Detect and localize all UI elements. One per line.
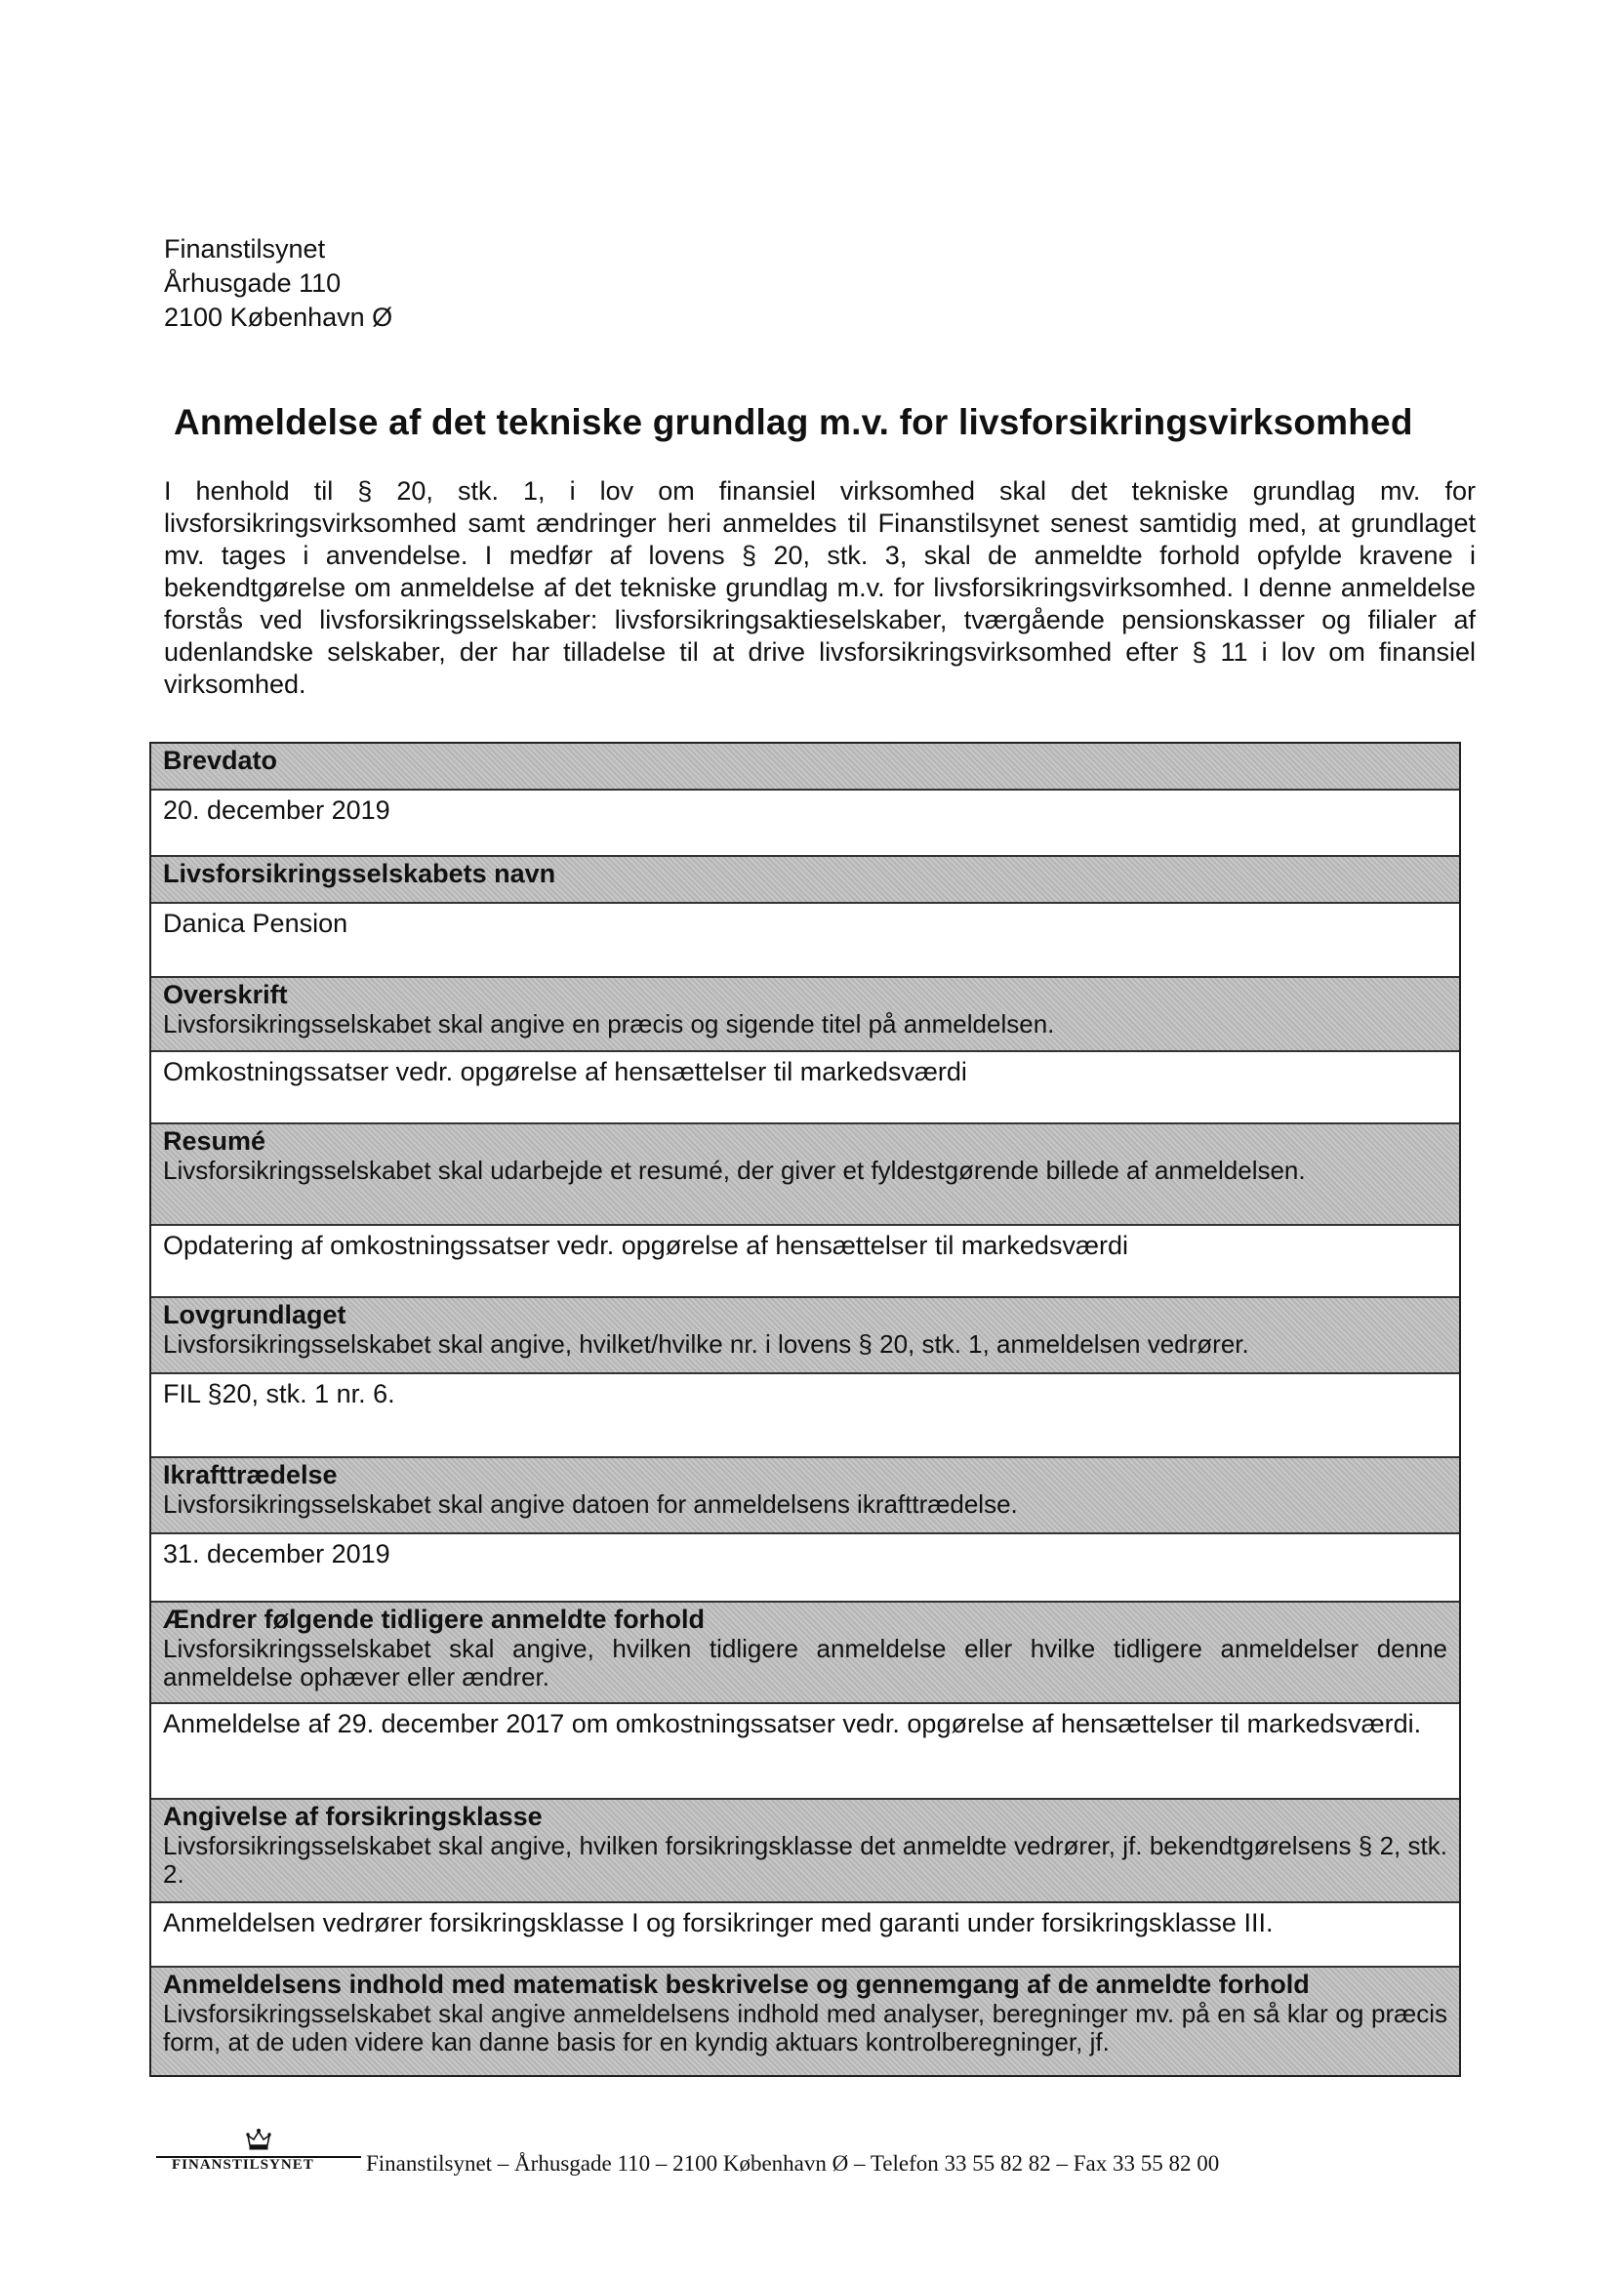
ikrafttraedelse-description: Livsforsikringsselskabet skal angive datoen for anmeldelsens ikrafttrædelse. (163, 1489, 1018, 1519)
overskrift-header (151, 976, 1459, 1052)
footer-contact: Finanstilsynet – Århusgade 110 – 2100 København Ø – Telefon 33 55 82 82 – Fax 33 55 82 00 (366, 2151, 1220, 2176)
forsikringsklasse-title: Angivelse af forsikringsklasse (163, 1802, 543, 1831)
address-line-3: 2100 København Ø (164, 303, 393, 332)
lovgrundlaget-title: Lovgrundlaget (163, 1300, 346, 1329)
recipient-address (164, 232, 392, 335)
address-line-2: Århusgade 110 (164, 268, 342, 298)
brevdato-header (151, 744, 1459, 791)
overskrift-value: Omkostningssatser vedr. opgørelse af hensættelser til markedsværdi (163, 1057, 967, 1086)
aendrer-description: Livsforsikringsselskabet skal angive, hvilken tidligere anmeldelse eller hvilke tidligere anmeldelser denne anmeldelse ophæver eller ændrer. (163, 1634, 1447, 1691)
navn-value: Danica Pension (163, 909, 348, 938)
forsikringsklasse-header (151, 1798, 1459, 1903)
address-line-1: Finanstilsynet (164, 234, 326, 264)
resume-header (151, 1122, 1459, 1226)
crown-logo-icon (156, 2124, 361, 2182)
lovgrundlaget-description: Livsforsikringsselskabet skal angive, hvilket/hvilke nr. i lovens § 20, stk. 1, anmeldelsen vedrører. (163, 1329, 1249, 1359)
resume-value: Opdatering af omkostningssatser vedr. opgørelse af hensættelser til markedsværdi (163, 1231, 1128, 1260)
aendrer-header (151, 1601, 1459, 1704)
overskrift-description: Livsforsikringsselskabet skal angive en præcis og sigende titel på anmeldelsen. (163, 1009, 1055, 1038)
navn-title: Livsforsikringsselskabets navn (163, 859, 556, 888)
ikrafttraedelse-title: Ikrafttrædelse (163, 1460, 338, 1489)
ikrafttraedelse-header (151, 1456, 1459, 1534)
footer-brand: FINANSTILSYNET (172, 2157, 314, 2173)
indhold-header (151, 1966, 1459, 2075)
intro-paragraph: I henhold til § 20, stk. 1, i lov om finansiel virksomhed skal det tekniske grundlag mv. for livsforsikringsvirksomhed samt ændringer heri anmeldes til Finanstilsynet senest samtidig med, at grundlaget mv. tages i anvendelse. I medfør af lovens § 20, stk. 3, skal de anmeldte forhold opfylde kravene i bekendtgørelse om anmeldelse af det tekniske grundlag m.v. for livsforsikringsvirksomhed. I denne anmeldelse forstås ved livsforsikringsselskaber: livsforsikringsaktieselskaber, tværgående pensionskasser og filialer af udenlandske selskaber, der har tilladelse til at drive livsforsikringsvirksomhed efter § 11 i lov om finansiel virksomhed. (164, 476, 1476, 699)
lovgrundlaget-header (151, 1296, 1459, 1374)
resume-title: Resumé (163, 1126, 266, 1156)
brevdato-value: 20. december 2019 (163, 795, 390, 825)
navn-header (151, 855, 1459, 904)
indhold-title: Anmeldelsens indhold med matematisk beskrivelse og gennemgang af de anmeldte forhold (163, 1970, 1310, 1999)
resume-description: Livsforsikringsselskabet skal udarbejde et resumé, der giver et fyldestgørende billede af anmeldelsen. (163, 1156, 1306, 1185)
overskrift-title: Overskrift (163, 980, 288, 1009)
document-title: Anmeldelse af det tekniske grundlag m.v. for livsforsikringsvirksomhed (174, 402, 1413, 442)
lovgrundlaget-value: FIL §20, stk. 1 nr. 6. (163, 1379, 395, 1408)
indhold-description: Livsforsikringsselskabet skal angive anmeldelsens indhold med analyser, beregninger mv. på en så klar og præcis form, at de uden videre kan danne basis for en kyndig aktuars kontrolberegninger, jf. (163, 1999, 1447, 2056)
aendrer-title: Ændrer følgende tidligere anmeldte forhold (163, 1605, 706, 1634)
brevdato-title: Brevdato (163, 746, 278, 775)
aendrer-value: Anmeldelse af 29. december 2017 om omkostningssatser vedr. opgørelse af hensættelser til markedsværdi. (163, 1709, 1422, 1738)
forsikringsklasse-description: Livsforsikringsselskabet skal angive, hvilken forsikringsklasse det anmeldte vedrører, jf. bekendtgørelsens § 2, stk. 2. (163, 1831, 1447, 1889)
notification-form (149, 742, 1461, 2077)
ikrafttraedelse-value: 31. december 2019 (163, 1539, 390, 1568)
forsikringsklasse-value: Anmeldelsen vedrører forsikringsklasse I og forsikringer med garanti under forsikringsklasse III. (163, 1908, 1274, 1937)
